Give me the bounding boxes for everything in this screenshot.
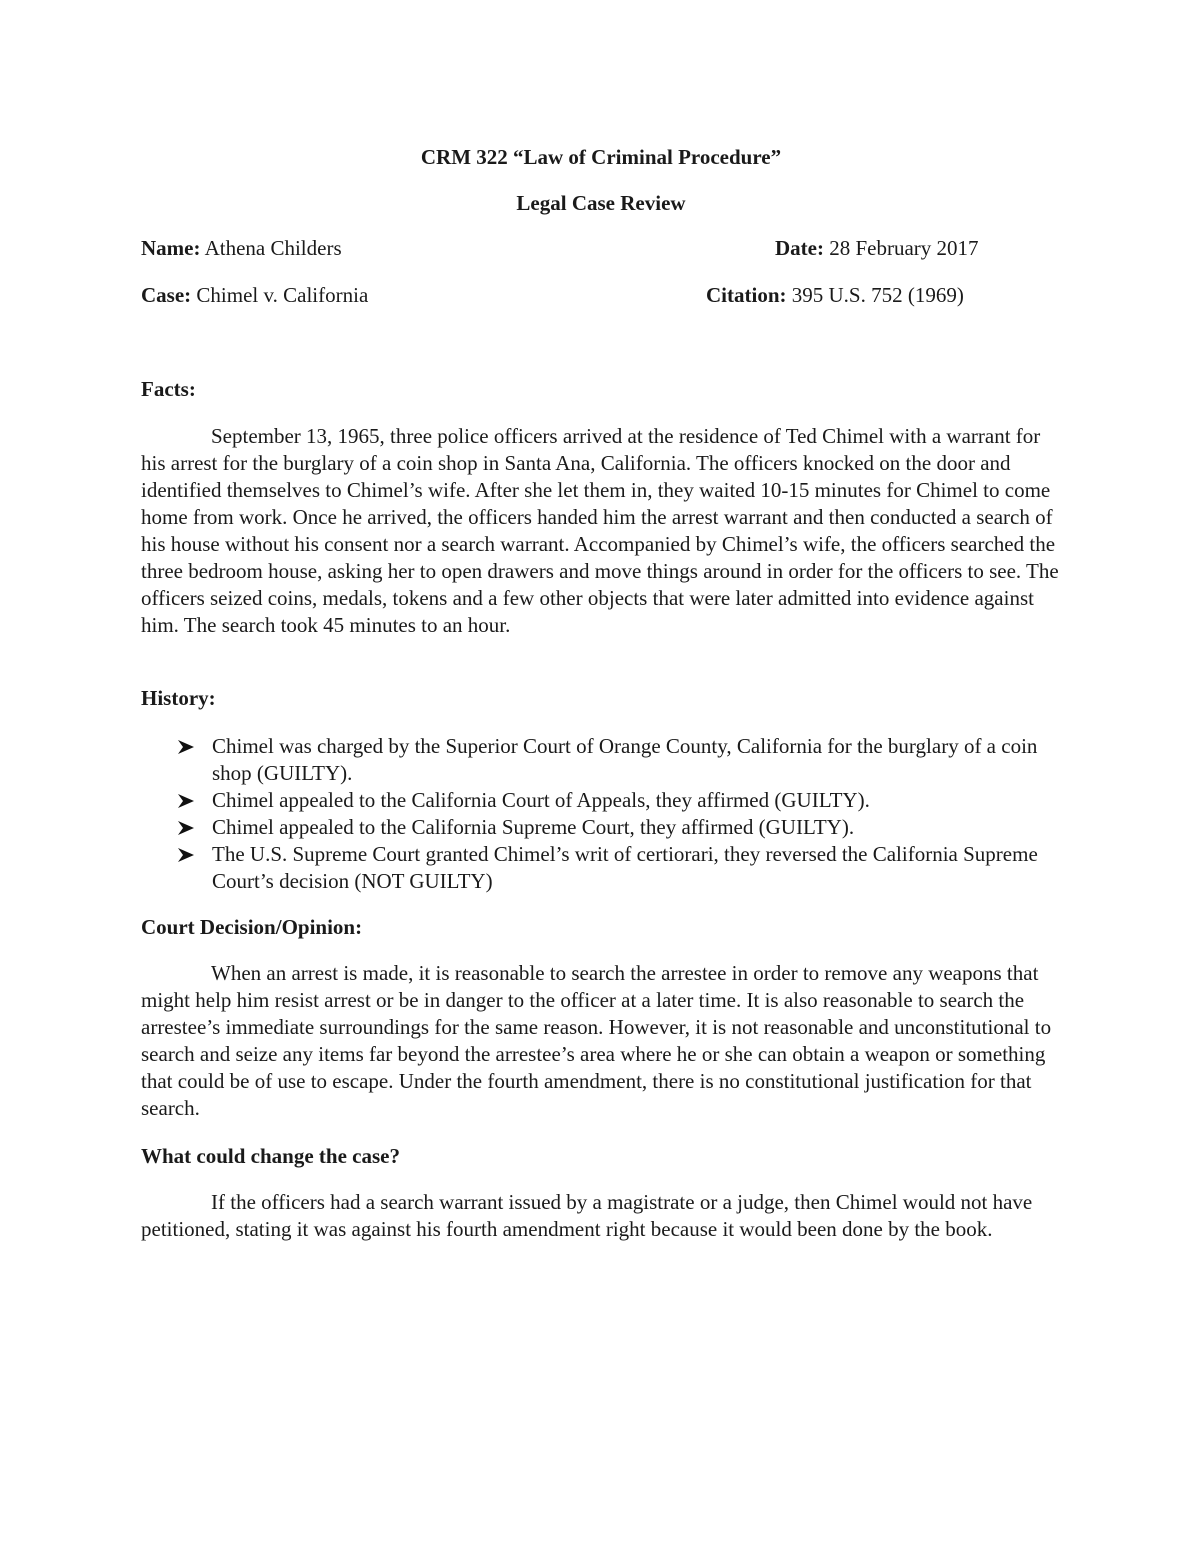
name-field — [141, 236, 342, 261]
document-subtitle: Legal Case Review — [516, 191, 686, 215]
change-paragraph: If the officers had a search warrant issued by a magistrate or a judge, then Chimel would not have petitioned, stating it was against his fourth amendment right because it would been done by the book. — [141, 1190, 1033, 1241]
decision-paragraph: When an arrest is made, it is reasonable to search the arrestee in order to remove any weapons that might help him resist arrest or be in danger to the officer at a later time. It is also reasonable to search the arrestee’s immediate surroundings for the same reason. However, it is not reasonable and unconstitutional to search and seize any items far beyond the arrestee’s area where he or she can obtain a weapon or something that could be of use to escape. Under the fourth amendment, there is no constitutional justification for that search. — [141, 961, 1052, 1120]
history-item-text: Chimel appealed to the California Supreme Court, they affirmed (GUILTY). — [212, 815, 855, 839]
name-label: Name: — [141, 236, 201, 260]
date-value: 28 February 2017 — [823, 236, 979, 260]
case-value: Chimel v. California — [191, 283, 369, 307]
name-value: Athena Childers — [200, 236, 342, 260]
facts-paragraph: September 13, 1965, three police officers arrived at the residence of Ted Chimel with a warrant for his arrest for the burglary of a coin shop in Santa Ana, California. The officers knocked on the door and identified themselves to Chimel’s wife. After she let them in, they waited 10-15 minutes for Chimel to come home from work. Once he arrived, the officers handed him the arrest warrant and then conducted a search of his house without his consent nor a search warrant. Accompanied by Chimel’s wife, the officers searched the three bedroom house, asking her to open drawers and move things around in order for the officers to see. The officers seized coins, medals, tokens and a few other objects that were later admitted into evidence against him. The search took 45 minutes to an hour. — [141, 424, 1059, 637]
arrowhead-bullet-icon — [177, 820, 195, 836]
document-title: CRM 322 “Law of Criminal Procedure” — [420, 145, 782, 169]
history-item-text: Chimel was charged by the Superior Court of Orange County, California for the burglary of a coin shop (GUILTY). — [212, 734, 1038, 785]
arrowhead-bullet-icon — [177, 847, 195, 863]
date-field — [775, 236, 979, 261]
change-heading: What could change the case? — [141, 1144, 400, 1168]
case-field — [141, 283, 368, 308]
history-item-text: Chimel appealed to the California Court of Appeals, they affirmed (GUILTY). — [212, 788, 870, 812]
citation-field — [706, 283, 964, 308]
citation-label: Citation: — [706, 283, 787, 307]
arrowhead-bullet-icon — [177, 793, 195, 809]
history-list — [141, 733, 1063, 895]
case-label: Case: — [141, 283, 192, 307]
case-citation-row — [141, 283, 1061, 311]
history-item — [141, 841, 1063, 895]
decision-heading: Court Decision/Opinion: — [141, 915, 363, 939]
history-item — [141, 814, 1063, 841]
name-date-row — [141, 236, 1061, 264]
history-item-text: The U.S. Supreme Court granted Chimel’s writ of certiorari, they reversed the California Supreme Court’s decision (NOT GUILTY) — [212, 842, 1038, 893]
facts-heading: Facts: — [141, 377, 196, 401]
history-item — [141, 733, 1063, 787]
citation-value: 395 U.S. 752 (1969) — [786, 283, 964, 307]
date-label: Date: — [775, 236, 824, 260]
history-item — [141, 787, 1063, 814]
history-heading: History: — [141, 686, 216, 710]
arrowhead-bullet-icon — [177, 739, 195, 755]
